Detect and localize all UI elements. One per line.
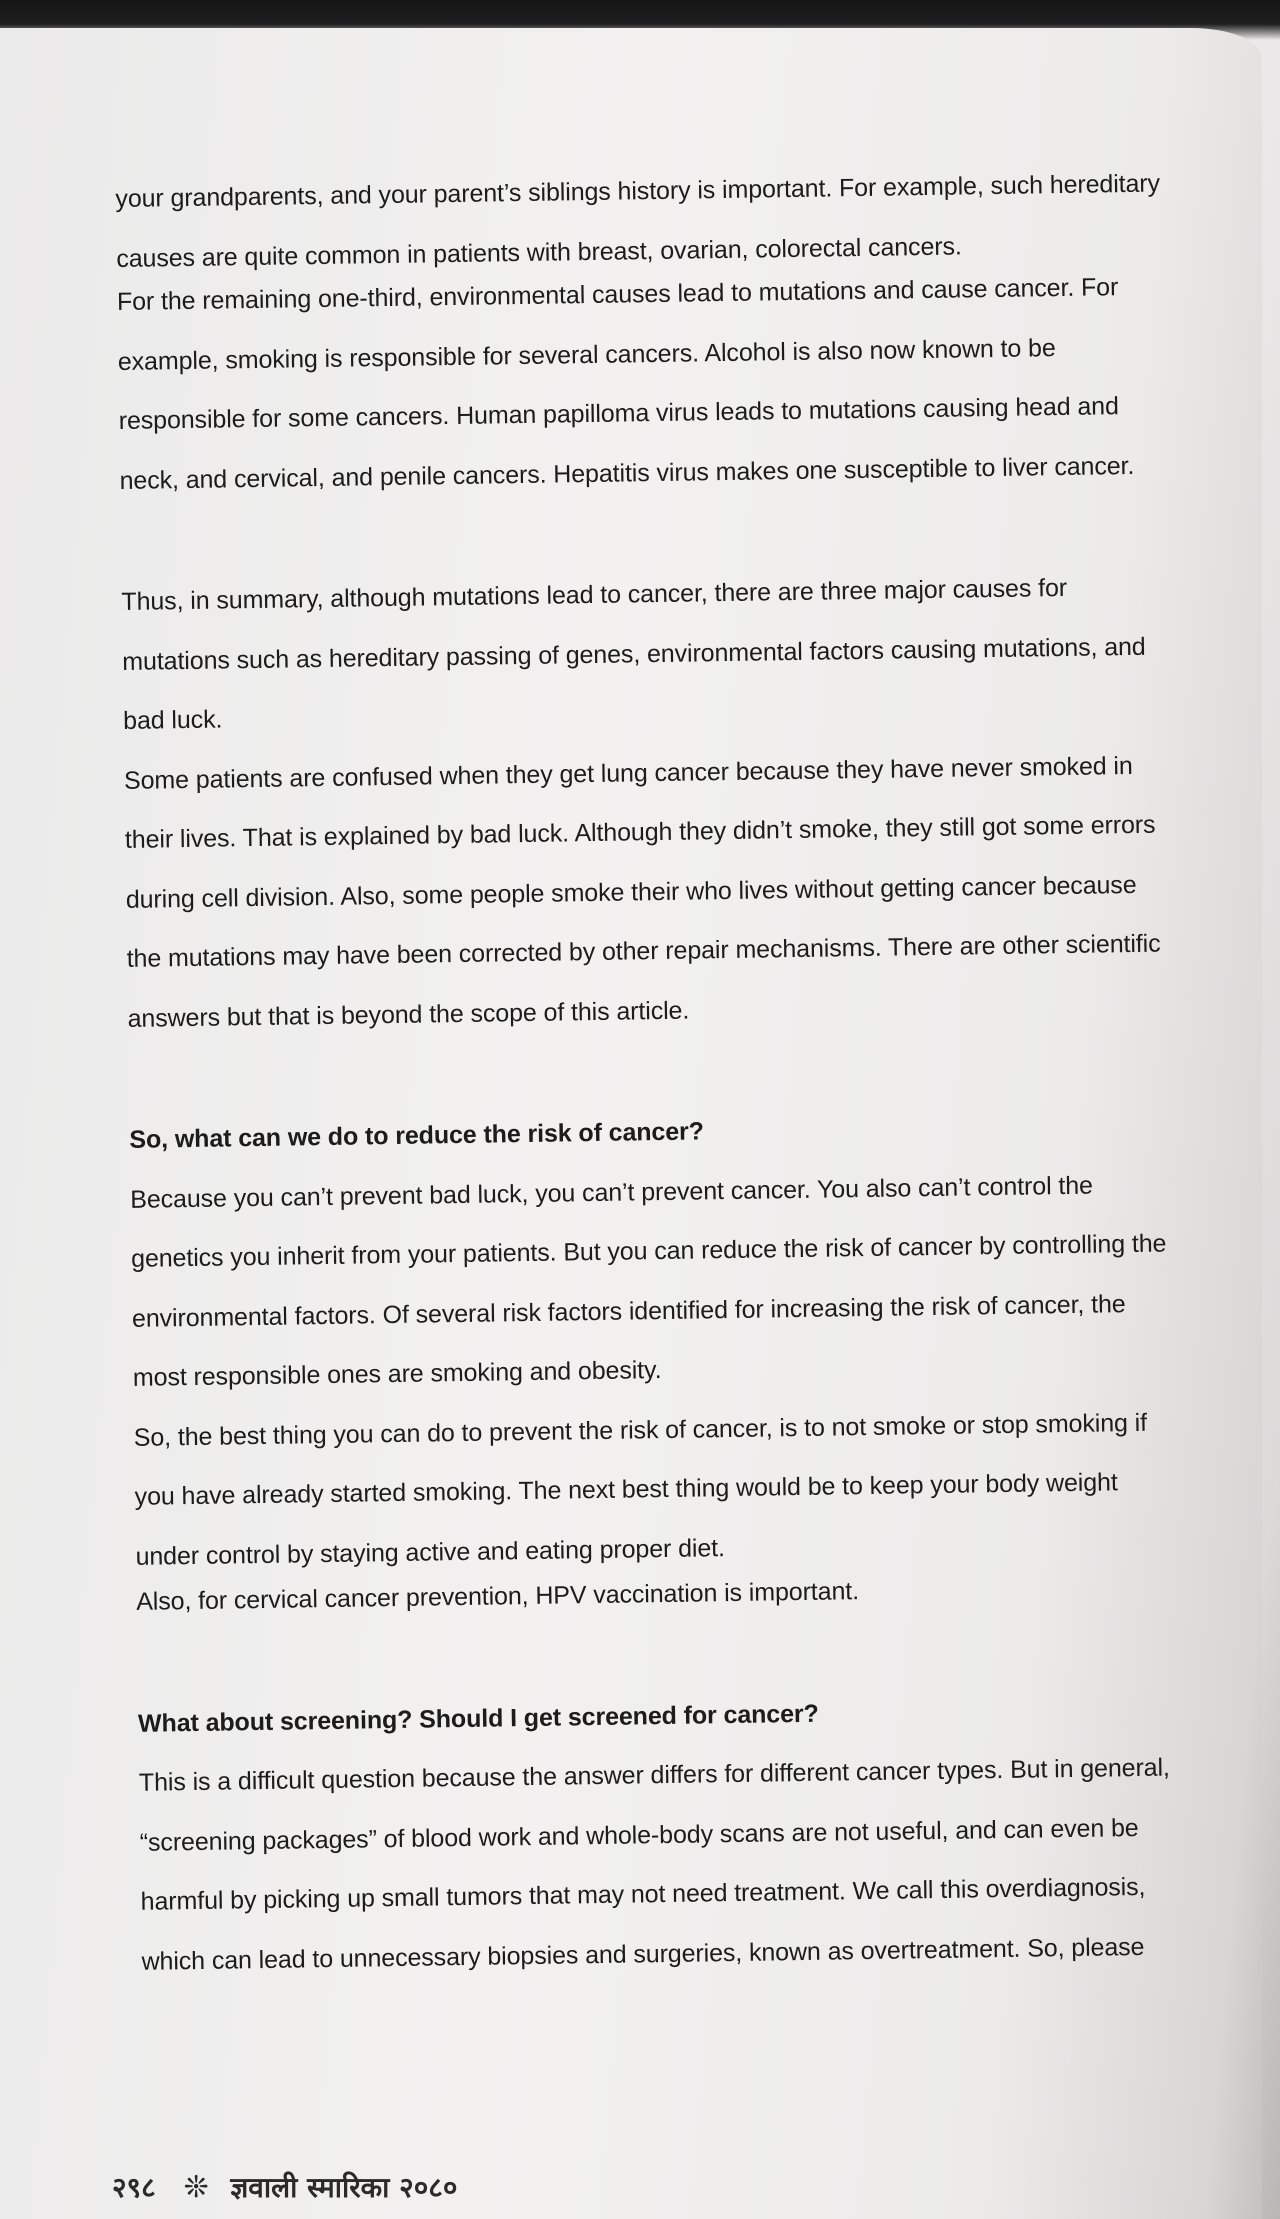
- text-line: environmental factors. Of several risk factors identified for increasing the risk of cancer, the: [131, 1289, 1126, 1333]
- paragraph-bad-luck: [124, 735, 1218, 1049]
- paragraph-environmental: [117, 257, 1210, 511]
- text-line: most responsible ones are smoking and obesity.: [132, 1356, 662, 1392]
- section-heading-reduce-risk: So, what can we do to reduce the risk of cancer?: [129, 1117, 705, 1154]
- text-line: For the remaining one-third, environmental causes lead to mutations and cause cancer. For: [116, 273, 1119, 316]
- paragraph-screening: [138, 1738, 1231, 1992]
- text-line: neck, and cervical, and penile cancers. Hepatitis virus makes one susceptible to liver cancer.: [119, 451, 1135, 495]
- section-heading-screening: What about screening? Should I get screened for cancer?: [137, 1699, 819, 1738]
- text-line: under control by staying active and eating proper diet.: [135, 1533, 726, 1571]
- page-number: २९८: [112, 2171, 156, 2204]
- text-line: their lives. That is explained by bad luck. Although they didn’t smoke, they still got some errors: [124, 810, 1156, 854]
- text-line: answers but that is beyond the scope of this article.: [127, 996, 690, 1033]
- text-line: responsible for some cancers. Human papilloma virus leads to mutations causing head and: [118, 392, 1120, 435]
- text-line: Also, for cervical cancer prevention, HPV vaccination is important.: [136, 1577, 860, 1616]
- text-line: bad luck.: [122, 705, 223, 735]
- text-line: This is a difficult question because the answer differs for different cancer types. But in general,: [138, 1753, 1170, 1797]
- text-line: Some patients are confused when they get lung cancer because they have never smoked in: [123, 751, 1133, 795]
- text-line: Because you can’t prevent bad luck, you can’t prevent cancer. You also can’t control the: [130, 1171, 1094, 1214]
- text-line: “screening packages” of blood work and whole-body scans are not useful, and can even be: [139, 1813, 1139, 1857]
- text-line: during cell division. Also, some people smoke their who lives without getting cancer because: [125, 870, 1137, 914]
- article-body: [115, 154, 1232, 1992]
- page-footer: [112, 2168, 457, 2206]
- text-line: causes are quite common in patients with breast, ovarian, colorectal cancers.: [116, 231, 962, 273]
- text-line: which can lead to unnecessary biopsies and surgeries, known as overtreatment. So, please: [141, 1932, 1145, 1976]
- text-line: genetics you inherit from your patients. But you can reduce the risk of cancer by controlling the: [130, 1229, 1167, 1273]
- paragraph-smoking: [133, 1392, 1226, 1587]
- text-line: harmful by picking up small tumors that may not need treatment. We call this overdiagnosis,: [140, 1872, 1146, 1916]
- paragraph-prevention: [130, 1154, 1223, 1408]
- text-line: mutations such as hereditary passing of genes, environmental factors causing mutations, and: [122, 632, 1146, 676]
- text-line: Thus, in summary, although mutations lead to cancer, there are three major causes for: [121, 573, 1068, 616]
- publication-title: ज्ञवाली स्मारिका २०८०: [230, 2171, 458, 2204]
- text-line: So, the best thing you can do to prevent the risk of cancer, is to not smoke or stop smoking if: [133, 1408, 1148, 1452]
- text-line: your grandparents, and your parent’s siblings history is important. For example, such hereditary: [115, 169, 1161, 213]
- text-line: you have already started smoking. The next best thing would be to keep your body weight: [134, 1468, 1118, 1511]
- paragraph-summary: [121, 557, 1214, 752]
- text-line: example, smoking is responsible for several cancers. Alcohol is also now known to be: [117, 333, 1056, 376]
- flower-ornament-icon: ❊: [183, 2170, 209, 2205]
- text-line: the mutations may have been corrected by other repair mechanisms. There are other scientific: [126, 929, 1161, 973]
